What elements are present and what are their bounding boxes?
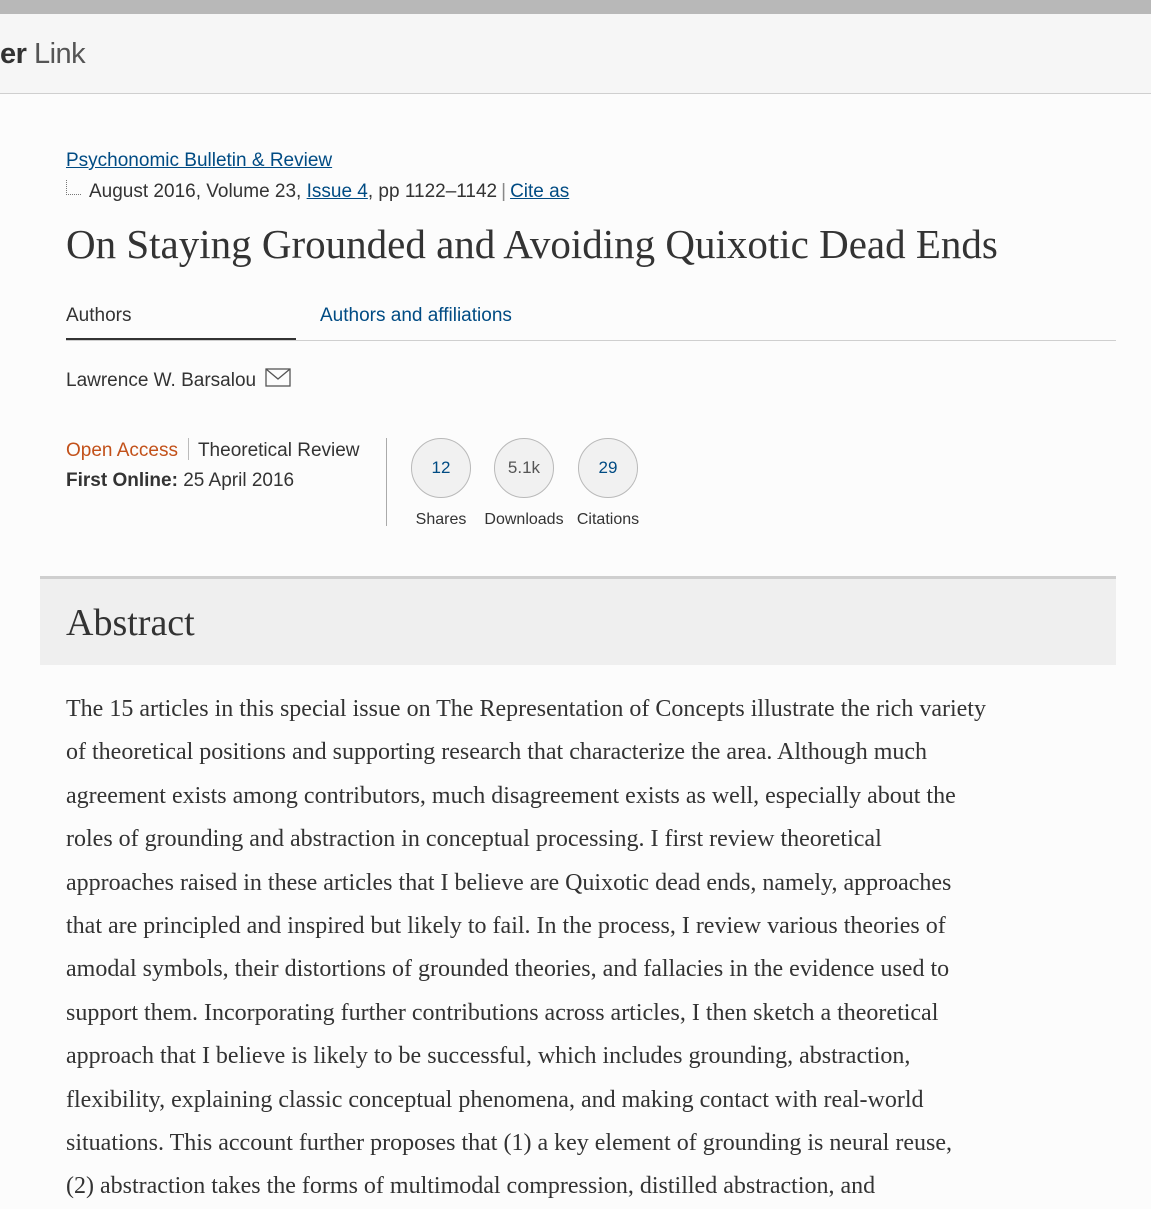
meta-divider xyxy=(188,438,189,460)
open-access-badge: Open Access xyxy=(66,440,178,461)
abstract-line: (2) abstraction takes the forms of multimodal compression, distilled abstraction, and xyxy=(66,1173,876,1200)
article-meta xyxy=(66,438,360,492)
abstract-body xyxy=(66,688,1126,1209)
issue-prefix: August 2016, Volume 23, xyxy=(89,181,307,202)
abstract-line: amodal symbols, their distortions of grounded theories, and fallacies in the evidence used to xyxy=(66,956,950,983)
journal-link[interactable]: Psychonomic Bulletin & Review xyxy=(66,150,333,171)
metric-downloads[interactable] xyxy=(479,438,569,529)
first-online-label: First Online: xyxy=(66,470,178,491)
issue-separator: | xyxy=(501,181,507,202)
abstract-header xyxy=(40,576,1116,665)
issue-link[interactable]: Issue 4 xyxy=(306,181,368,202)
abstract-line: of theoretical positions and supporting research that characterize the area. Although much xyxy=(66,739,928,766)
downloads-label: Downloads xyxy=(484,511,564,528)
abstract-line: approach that I believe is likely to be successful, which includes grounding, abstraction, xyxy=(66,1043,911,1070)
author-tabs xyxy=(66,305,1116,341)
abstract-line: flexibility, explaining classic conceptual phenomena, and making contact with real-world xyxy=(66,1086,924,1113)
shares-label: Shares xyxy=(415,511,467,528)
first-online-date: 25 April 2016 xyxy=(183,470,295,491)
shares-count: 12 xyxy=(411,438,471,498)
metric-shares[interactable] xyxy=(396,438,486,529)
article-title: On Staying Grounded and Avoiding Quixotic Dead Ends xyxy=(66,221,998,267)
abstract-line: agreement exists among contributors, much disagreement exists as well, especially about the xyxy=(66,782,956,809)
downloads-count: 5.1k xyxy=(494,438,554,498)
issue-info xyxy=(66,180,569,203)
abstract-line: The 15 articles in this special issue on The Representation of Concepts illustrate the rich variety xyxy=(66,696,986,722)
author-entry xyxy=(66,368,291,393)
metrics-divider xyxy=(386,438,387,526)
author-name[interactable]: Lawrence W. Barsalou xyxy=(66,370,257,391)
cite-as-link[interactable]: Cite as xyxy=(510,181,570,202)
abstract-line: approaches raised in these articles that I believe are Quixotic dead ends, namely, approaches xyxy=(66,869,952,896)
envelope-icon[interactable] xyxy=(265,368,291,393)
citations-count: 29 xyxy=(578,438,638,498)
browser-top-strip xyxy=(0,0,1151,14)
site-header xyxy=(0,14,1151,94)
springer-link-logo[interactable] xyxy=(0,38,85,71)
tab-authors-affiliations[interactable]: Authors and affiliations xyxy=(320,305,512,326)
abstract-line: that are principled and inspired but likely to fail. In the process, I review various theories of xyxy=(66,913,946,940)
citations-label: Citations xyxy=(576,511,640,528)
metric-citations[interactable] xyxy=(563,438,653,529)
abstract-line: situations. This account further proposes that (1) a key element of grounding is neural reuse, xyxy=(66,1130,952,1157)
tab-authors[interactable]: Authors xyxy=(66,305,296,340)
issue-suffix: , pp 1122–1142 xyxy=(367,181,498,202)
abstract-line: support them. Incorporating further contributions across articles, I then sketch a theoretical xyxy=(66,999,939,1026)
tree-connector-icon xyxy=(66,180,81,195)
article-type: Theoretical Review xyxy=(197,440,360,461)
logo-bold-part: er xyxy=(0,38,27,70)
logo-text-part: Link xyxy=(26,38,86,70)
abstract-line: roles of grounding and abstraction in conceptual processing. I first review theoretical xyxy=(66,826,882,853)
abstract-heading: Abstract xyxy=(66,602,195,644)
